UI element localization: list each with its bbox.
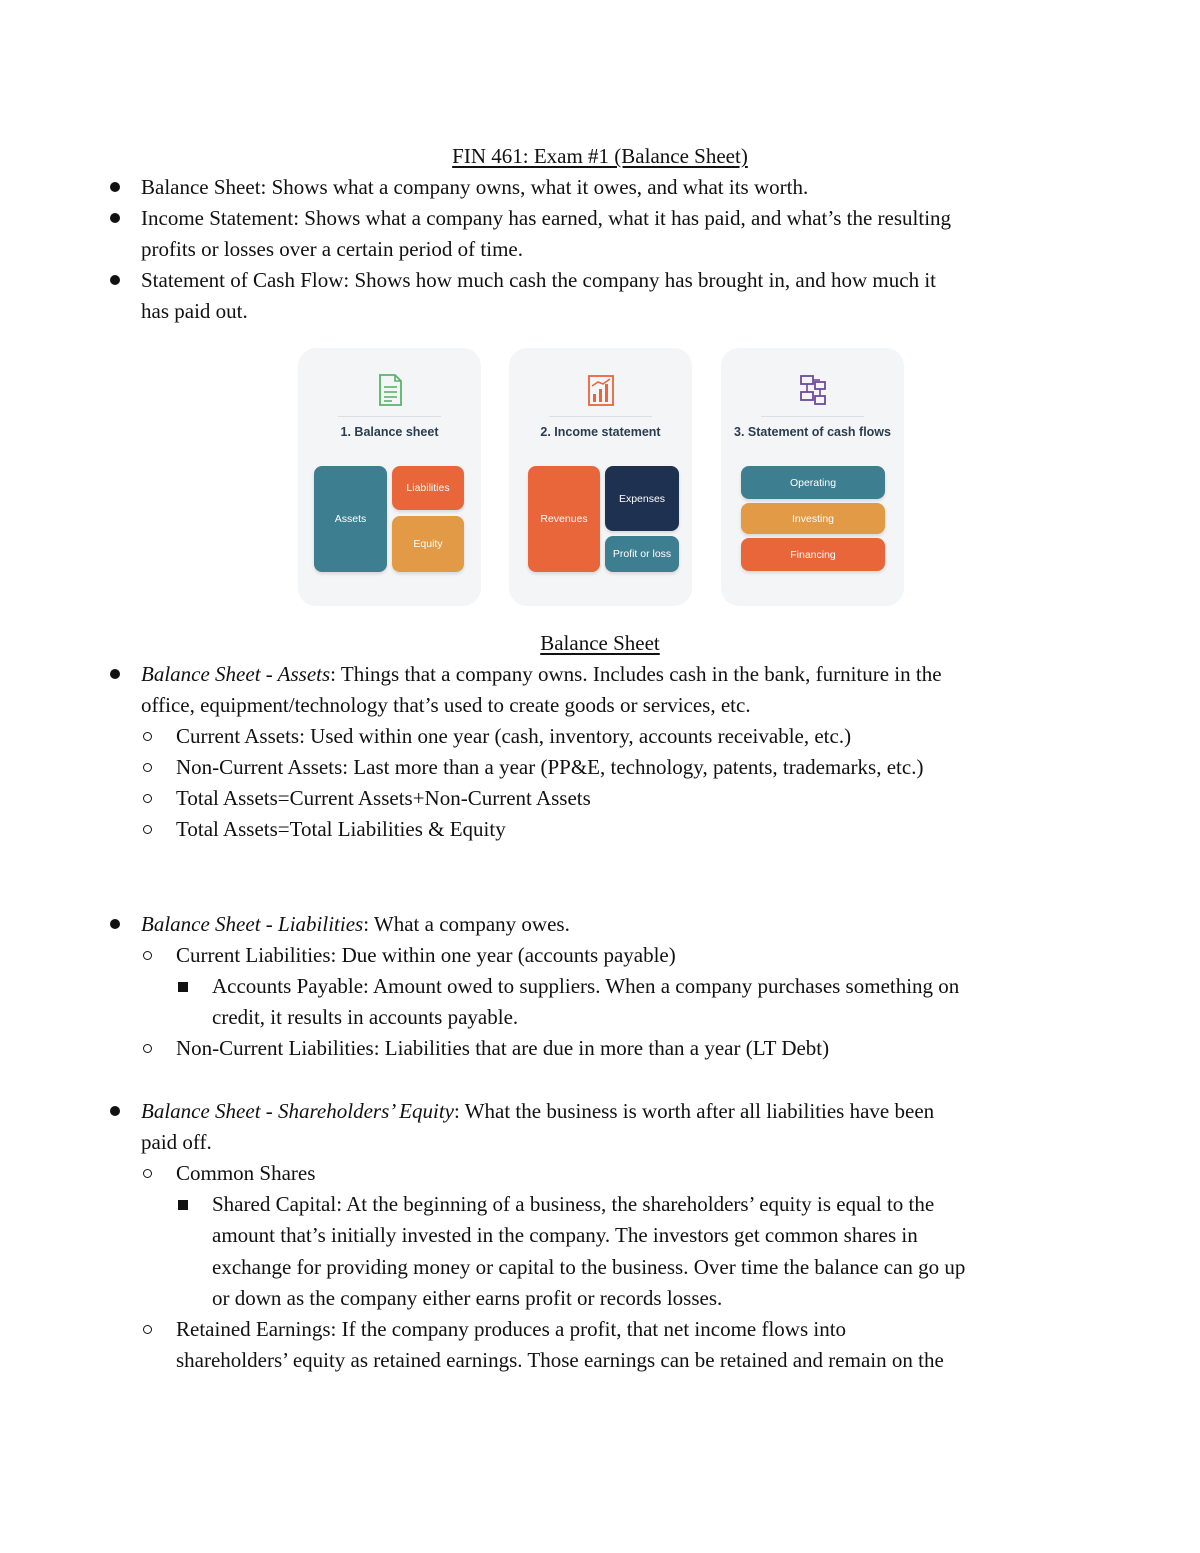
bullet-circle [143, 794, 152, 803]
common-shares: Common Shares [176, 1161, 316, 1185]
shared-capital-line3: exchange for providing money or capital to the business. Over time the balance can go up [212, 1255, 966, 1279]
total-assets-formula-1: Total Assets=Current Assets+Non-Current Assets [176, 786, 591, 810]
bullet-circle [143, 763, 152, 772]
bullet-dot [110, 919, 120, 929]
card-title: 3. Statement of cash flows [734, 425, 891, 439]
block-investing: Investing [741, 503, 885, 534]
non-current-assets: Non-Current Assets: Last more than a year (PP&E, technology, patents, trademarks, etc.) [176, 755, 924, 779]
bullet-dot [110, 1106, 120, 1116]
section-heading: Balance Sheet [540, 631, 660, 655]
block-liabilities: Liabilities [392, 466, 464, 510]
card-title: 2. Income statement [540, 425, 661, 439]
retained-earnings-line2: shareholders’ equity as retained earnings. Those earnings can be retained and remain on the [176, 1348, 944, 1372]
bullet-dot [110, 669, 120, 679]
bullet-dot [110, 213, 120, 223]
block-expenses: Expenses [605, 466, 679, 531]
block-profit-or-loss: Profit or loss [605, 536, 679, 572]
intro-cash-flow-line1: Statement of Cash Flow: Shows how much cash the company has brought in, and how much it [141, 268, 936, 292]
bar-chart-icon [581, 370, 621, 410]
bullet-dot [110, 182, 120, 192]
card-balance-sheet [298, 348, 481, 606]
block-operating: Operating [741, 466, 885, 499]
equity-definition-line1 [141, 1096, 934, 1127]
assets-term: Balance Sheet - Assets [141, 662, 331, 686]
accounts-payable-line2: credit, it results in accounts payable. [212, 1005, 519, 1029]
intro-income-statement-line2: profits or losses over a certain period of time. [141, 237, 523, 261]
accounts-payable-line1: Accounts Payable: Amount owed to suppliers. When a company purchases something on [212, 974, 960, 998]
flowchart-icon [793, 370, 833, 410]
block-revenues: Revenues [528, 466, 600, 572]
block-assets: Assets [314, 466, 387, 572]
assets-definition-text: : Things that a company owns. Includes cash in the bank, furniture in the [330, 662, 942, 686]
intro-cash-flow-line2: has paid out. [141, 299, 248, 323]
assets-definition-line1 [141, 659, 942, 690]
bullet-circle [143, 732, 152, 741]
card-cash-flows [721, 348, 904, 606]
card-income-statement [509, 348, 692, 606]
liabilities-term: Balance Sheet - Liabilities [141, 912, 364, 936]
bullet-circle [143, 1325, 152, 1334]
equity-definition-line2: paid off. [141, 1130, 212, 1154]
bullet-circle [143, 951, 152, 960]
document-icon [370, 370, 410, 410]
liabilities-definition-text: : What a company owes. [363, 912, 570, 936]
bullet-square [178, 982, 188, 992]
card-divider [549, 416, 652, 417]
block-equity: Equity [392, 516, 464, 572]
non-current-liabilities: Non-Current Liabilities: Liabilities that are due in more than a year (LT Debt) [176, 1036, 830, 1060]
bullet-circle [143, 1169, 152, 1178]
intro-income-statement-line1: Income Statement: Shows what a company has earned, what it has paid, and what’s the resulting [141, 206, 952, 230]
shared-capital-line1: Shared Capital: At the beginning of a business, the shareholders’ equity is equal to the [212, 1192, 935, 1216]
card-divider [761, 416, 864, 417]
equity-definition-text: : What the business is worth after all liabilities have been [453, 1099, 935, 1123]
card-title: 1. Balance sheet [340, 425, 439, 439]
block-financing: Financing [741, 538, 885, 571]
shared-capital-line4: or down as the company either earns profit or records losses. [212, 1286, 723, 1310]
card-divider [338, 416, 441, 417]
page-title: FIN 461: Exam #1 (Balance Sheet) [452, 144, 748, 168]
equity-term: Balance Sheet - Shareholders’ Equity [141, 1099, 454, 1123]
bullet-dot [110, 275, 120, 285]
current-assets: Current Assets: Used within one year (cash, inventory, accounts receivable, etc.) [176, 724, 852, 748]
bullet-square [178, 1200, 188, 1210]
bullet-circle [143, 1044, 152, 1053]
current-liabilities: Current Liabilities: Due within one year (accounts payable) [176, 943, 676, 967]
shared-capital-line2: amount that’s initially invested in the company. The investors get common shares in [212, 1223, 918, 1247]
liabilities-definition [141, 909, 570, 940]
bullet-circle [143, 825, 152, 834]
total-assets-formula-2: Total Assets=Total Liabilities & Equity [176, 817, 506, 841]
retained-earnings-line1: Retained Earnings: If the company produces a profit, that net income flows into [176, 1317, 847, 1341]
intro-balance-sheet: Balance Sheet: Shows what a company owns, what it owes, and what its worth. [141, 175, 809, 199]
assets-definition-line2: office, equipment/technology that’s used to create goods or services, etc. [141, 693, 751, 717]
